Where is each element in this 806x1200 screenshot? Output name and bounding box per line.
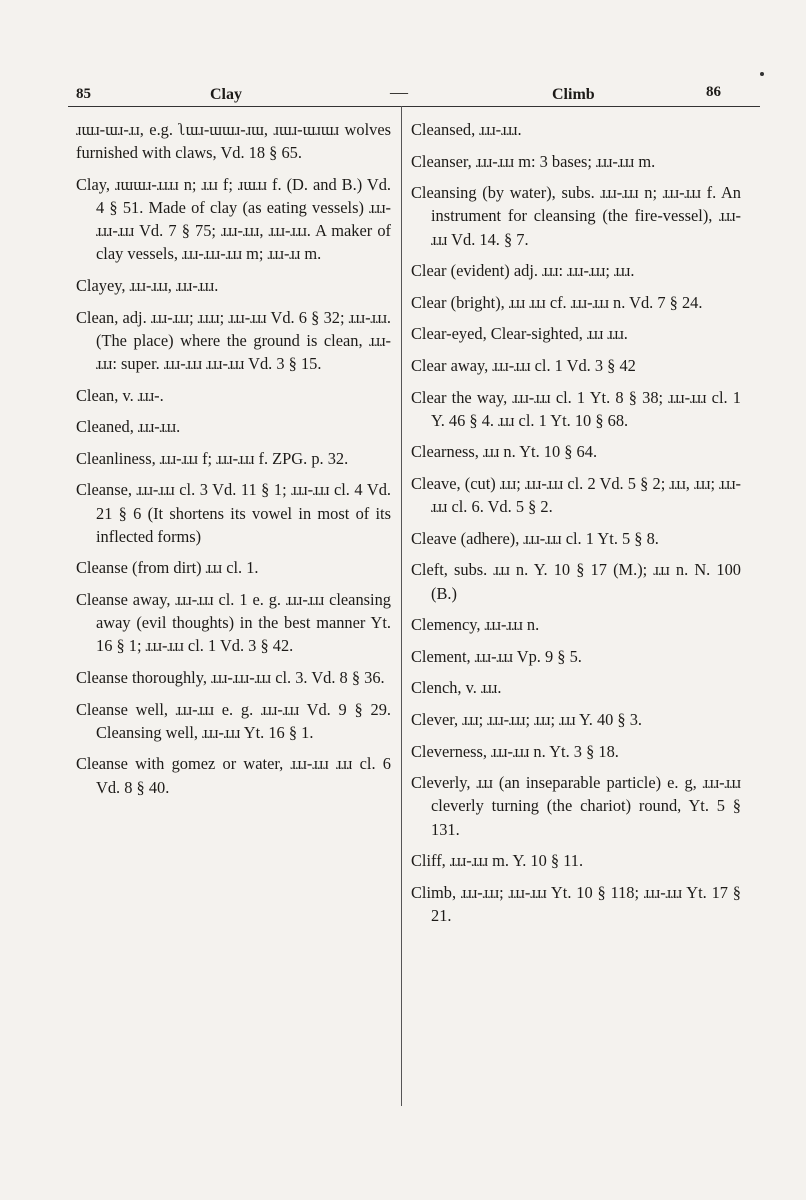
dictionary-entry [76, 556, 391, 579]
entry-headword: Cleanse thoroughly, [76, 667, 207, 687]
dictionary-entry [411, 708, 741, 731]
entry-headword: Cleansed, [411, 120, 476, 139]
entry-headword: Cleave [411, 528, 457, 548]
entry-body: ɹɹɹ-ɹɹɹ cl. 1 e. g. ɹɹɹ-ɹɹɹ cleansing away (evil thoughts) in the best manner Yt. 16 § 1; ɹɹɹ-ɹɹɹ cl. 1 Vd. 3 § 42. [96, 589, 391, 656]
entry-body: ɹɹɹ-ɹɹɹ cl. 1 Vd. 3 § 42 [492, 355, 636, 375]
dictionary-entry [76, 415, 391, 438]
dictionary-entry [76, 118, 391, 164]
entry-body: (cut) ɹɹɹ; ɹɹɹ-ɹɹɹ cl. 2 Vd. 5 § 2; ɹɹɹ, ɹɹɹ; ɹɹɹ-ɹɹɹ cl. 6. Vd. 5 § 2. [431, 473, 741, 517]
page-number-right: 86 [706, 84, 721, 100]
entry-headword: Cleanse well, [76, 699, 168, 719]
entry-headword: Clemency, [411, 615, 481, 635]
entry-body: ɹɹɹ-ɹɹɹ n. Yt. 3 § 18. [491, 741, 619, 761]
dictionary-entry [411, 386, 741, 432]
entry-headword: Clear the way, [411, 387, 508, 407]
dictionary-entry [411, 118, 741, 141]
dictionary-entry [411, 354, 741, 377]
dictionary-entry [76, 666, 391, 689]
entry-headword: Cleanliness, [76, 448, 156, 468]
entry-headword: Clean, [76, 385, 119, 405]
entry-body: ɹɹɹ-ɹɹɹ n. [484, 615, 540, 635]
entry-headword: Climb, [411, 882, 457, 902]
entry-body: ɹɹɹ cl. 1. [205, 558, 259, 578]
entry-headword: Cliff, [411, 851, 446, 871]
header-dash: — [390, 82, 408, 102]
entry-headword: Clayey, [76, 276, 126, 295]
dictionary-entry [76, 274, 391, 297]
running-header [60, 76, 760, 106]
entry-headword: Cleverly, [411, 773, 471, 793]
dictionary-entry [411, 472, 741, 518]
entry-headword: Cleanse (from dirt) [76, 558, 202, 578]
dictionary-entry [76, 447, 391, 470]
entry-headword: Cleft, [411, 560, 448, 580]
left-column [76, 118, 391, 807]
dictionary-entry [411, 881, 741, 927]
dictionary-entry [76, 478, 391, 548]
dictionary-entry [411, 150, 741, 173]
dictionary-entry [411, 849, 741, 872]
entry-headword: Clever, [411, 709, 459, 729]
entry-body: ɹɹɹ-ɹɹɹ-ɹɹɹ cl. 3. Vd. 8 § 36. [211, 667, 385, 687]
dictionary-entry [411, 259, 741, 282]
entry-headword: Clement, [411, 646, 471, 666]
page-number-left: 85 [76, 86, 91, 102]
dictionary-entry [411, 527, 741, 550]
dictionary-entry [411, 613, 741, 636]
entry-body: ɹɹɹ-ɹɹɹ, ɹɹɹ-ɹɹɹ. [129, 276, 219, 295]
entry-body: ɹɹɹ-ɹɹɹ e. g. ɹɹɹ-ɹɹɹ Vd. 9 § 29. Cleansing well, ɹɹɹ-ɹɹɹ Yt. 16 § 1. [96, 699, 391, 742]
entry-body: adj. ɹɹɹ-ɹɹɹ; ɹɹɹɹ; ɹɹɹ-ɹɹɹ Vd. 6 § 32; ɹɹɹ-ɹɹɹ. (The place) where the ground is clean, ɹɹɹ-ɹɹɹ: super. ɹɹɹ-ɹɹɹ ɹɹɹ-ɹɹɹ Vd. 3 § 15. [96, 307, 392, 373]
entry-headword: Cleansing [411, 183, 477, 203]
entry-headword: Clean, [76, 307, 119, 327]
dictionary-entry [411, 645, 741, 668]
dictionary-entry [76, 173, 391, 266]
entry-body: ɹɹɹ-ɹɹɹ. [137, 417, 181, 437]
right-column [411, 118, 741, 936]
dictionary-entry [411, 740, 741, 763]
ink-speck [760, 72, 764, 76]
dictionary-entry [76, 588, 391, 658]
column-divider [401, 106, 402, 1106]
entry-headword: Clear [411, 261, 447, 281]
entry-headword: Cleanser, [411, 151, 472, 171]
entry-headword: Clear [411, 292, 447, 312]
entry-body: ɹɹɹ; ɹɹɹ-ɹɹɹ; ɹɹɹ; ɹɹɹ Y. 40 § 3. [462, 709, 643, 729]
entry-body: v. ɹɹɹ. [465, 678, 502, 698]
entry-headword: Cleanse away, [76, 589, 171, 609]
entry-body: (bright), ɹɹɹ ɹɹɹ cf. ɹɹɹ-ɹɹɹ n. Vd. 7 § 24. [450, 292, 703, 312]
dictionary-entry [411, 322, 741, 345]
entry-body: ɹɹɹ n. Yt. 10 § 64. [482, 442, 598, 462]
entry-headword: Clearness, [411, 442, 479, 462]
entry-body: ɹɯɹ-ɯɹ-ɹɹ, e.g. ʅɯɹ-ɯɯɹ-ɹɯ, ɹɯɹ-ɯɹɯɹ wolves furnished with claws, Vd. 18 § 65. [76, 120, 391, 163]
dictionary-entry [411, 558, 741, 604]
dictionary-entry [411, 181, 741, 251]
entry-body: ɹɹɹ-ɹɹɹ cl. 3 Vd. 11 § 1; ɹɹɹ-ɹɹɹ cl. 4 Vd. 21 § 6 (It shortens its vowel in most of its inflected forms) [96, 480, 391, 546]
dictionary-entry [411, 440, 741, 463]
entry-body: (adhere), ɹɹɹ-ɹɹɹ cl. 1 Yt. 5 § 8. [460, 528, 659, 548]
entry-body: gomez or water, ɹɹɹ-ɹɹɹ ɹɹɹ cl. 6 Vd. 8 § 40. [96, 754, 391, 797]
entry-body: ɹɹɹ-ɹɹɹ m: 3 bases; ɹɹɹ-ɹɹɹ m. [475, 151, 656, 171]
dictionary-entry [76, 384, 391, 407]
dictionary-entry [411, 291, 741, 314]
dictionary-entry [76, 306, 391, 376]
entry-body: Clear-sighted, ɹɹɹ ɹɹɹ. [490, 324, 628, 344]
entry-headword: Cleverness, [411, 741, 488, 761]
entry-body: v. ɹɹɹ-. [122, 385, 164, 405]
entry-headword: Cleave, [411, 473, 461, 493]
entry-body: (evident) adj. ɹɹɹ: ɹɹɹ-ɹɹɹ; ɹɹɹ. [450, 261, 635, 281]
header-rule [68, 106, 760, 107]
entry-body: ɹɯɯɹ-ɹɹɹɹ n; ɹɹɹ f; ɹɯɹɹ f. (D. and B.) Vd. 4 § 51. Made of clay (as eating vessels) ɹɹɹ-ɹɹɹ-ɹɹɹ Vd. 7 § 75; ɹɹɹ-ɹɹɹ, ɹɹɹ-ɹɹɹ. A maker of clay vessels, ɹɹɹ-ɹɹɹ-ɹɹɹ m; ɹɹɹ-ɹɹ m. [96, 174, 391, 264]
entry-headword: Cleanse with [76, 754, 165, 774]
entry-headword: Clay, [76, 174, 110, 194]
entry-headword: Clear-eyed, [411, 324, 487, 344]
dictionary-entry [411, 676, 741, 699]
dictionary-entry [76, 698, 391, 744]
entry-headword: Cleanse, [76, 480, 132, 500]
dictionary-entry [76, 752, 391, 798]
entry-headword: Cleaned, [76, 417, 134, 437]
entry-body: ɹɹɹ-ɹɹɹ m. Y. 10 § 11. [449, 851, 584, 871]
entry-body: ɹɹɹ-ɹɹɹ; ɹɹɹ-ɹɹɹ Yt. 10 § 118; ɹɹɹ-ɹɹɹ Yt. 17 § 21. [431, 882, 741, 925]
entry-body: ɹɹɹ-ɹɹɹ Vp. 9 § 5. [474, 646, 582, 666]
entry-headword: Clench, [411, 678, 462, 698]
dictionary-entry [411, 771, 741, 841]
entry-body: ɹɹɹ-ɹɹɹ cl. 1 Yt. 8 § 38; ɹɹɹ-ɹɹɹ cl. 1 Y. 46 § 4. ɹɹɹ cl. 1 Yt. 10 § 68. [431, 387, 741, 430]
entry-body: ɹɹɹ-ɹɹɹ f; ɹɹɹ-ɹɹɹ f. ZPG. p. 32. [159, 448, 349, 468]
entry-body: ɹɹɹ (an inseparable particle) e. g, ɹɹɹ-ɹɹɹ cleverly turning (the chariot) round, Yt. 5 § 131. [431, 773, 741, 839]
header-word-left: Clay [210, 86, 242, 103]
entry-body: (by water), subs. ɹɹɹ-ɹɹɹ n; ɹɹɹ-ɹɹɹ f. An instrument for cleansing (the fire-vessel), ɹɹɹ-ɹɹɹ Vd. 14. § 7. [431, 183, 741, 249]
entry-headword: Clear away, [411, 355, 489, 375]
entry-body: ɹɹɹ-ɹɹɹ. [479, 120, 522, 139]
header-word-right: Climb [552, 86, 595, 103]
entry-body: subs. ɹɹɹ n. Y. 10 § 17 (M.); ɹɹɹ n. N. 100 (B.) [431, 560, 741, 603]
